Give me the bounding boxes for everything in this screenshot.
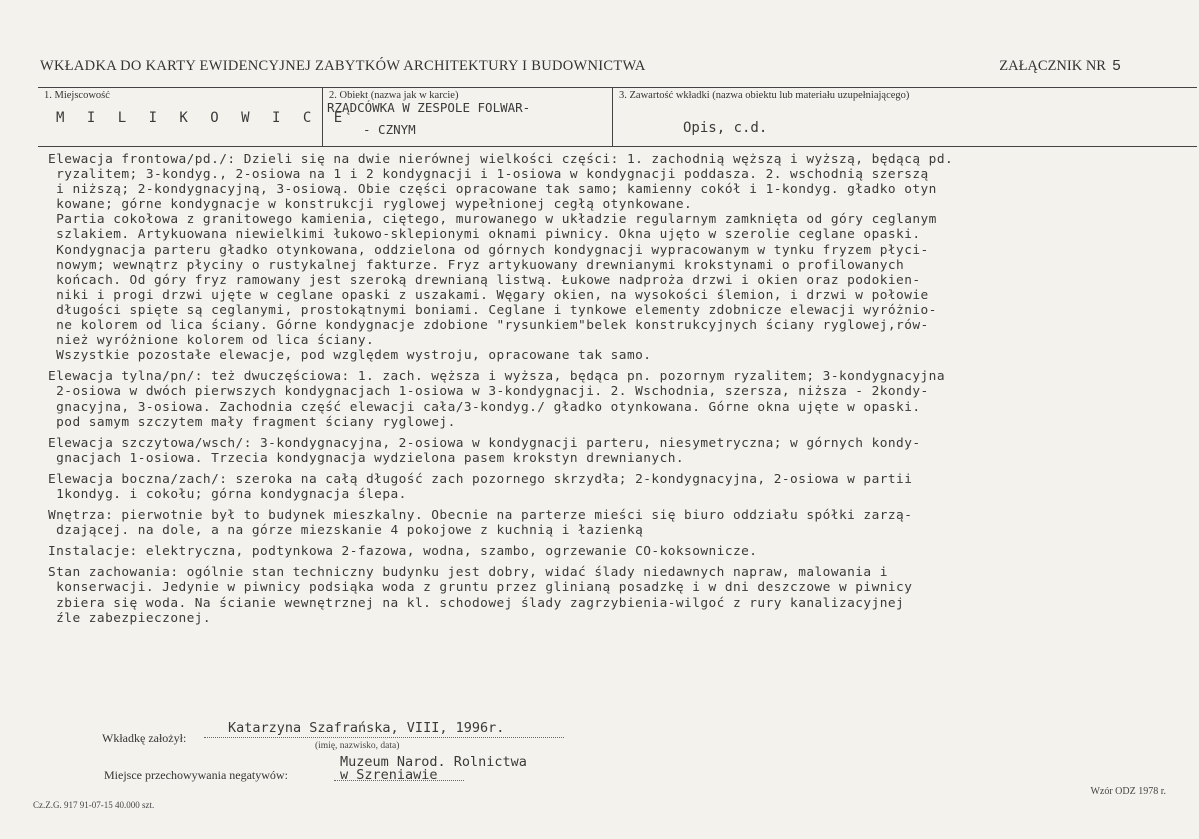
object-value-line1: RZĄDCÓWKA W ZESPOLE FOLWAR- — [327, 100, 531, 115]
description-body — [48, 152, 1188, 626]
negatives-label: Miejsce przechowywania negatywów: — [104, 768, 288, 782]
content-field — [612, 88, 1197, 146]
author-dotted-line — [204, 737, 564, 738]
content-value: Opis, c.d. — [683, 120, 768, 136]
negatives-dotted-line — [334, 780, 464, 781]
locality-field — [38, 88, 350, 146]
locality-value: M I L I K O W I C E — [56, 110, 350, 126]
content-label: 3. Zawartość wkładki (nazwa obiektu lub materiału uzupełniającego) — [619, 90, 910, 101]
paragraph-rear-elevation: Elewacja tylna/pn/: też dwuczęściowa: 1. zach. węższa i wyższa, będąca pn. pozornym ryzalitem; 3-kondygnacyjna 2-osiowa w dwóch pierwszych kondygnacjach 1-osiowa w 3-kondygnacji. 2. Wschodnia, szersza, niższa - 2kondy- gnacyjna, 3-osiowa. Zachodnia część elewacji cała/3-kondyg./ gładko otynkowana. Górne okna ujęte w opaski. pod samym szczytem mały fragment ściany ryglowej. — [48, 369, 945, 430]
annex-label — [999, 58, 1121, 75]
header-fields-table — [38, 87, 1197, 147]
annex-number: 5 — [1111, 58, 1121, 75]
negatives-line1: Muzeum Narod. Rolnictwa — [340, 754, 527, 770]
paragraph-installations: Instalacje: elektryczna, podtynkowa 2-fazowa, wodna, szambo, ogrzewanie CO-koksownicze. — [48, 544, 758, 560]
author-value: Katarzyna Szafrańska, VIII, 1996r. — [228, 720, 505, 736]
object-value-line2: - CZNYM — [363, 122, 416, 137]
print-info: Cz.Z.G. 917 91-07-15 40.000 szt. — [33, 800, 155, 810]
paragraph-gable-elevation: Elewacja szczytowa/wsch/: 3-kondygnacyjna, 2-osiowa w kondygnacji parteru, niesymetryczna; w górnych kondy- gnacjach 1-osiowa. Trzecia kondygnacja wydzielona pasem krokstyn drewnianych. — [48, 435, 921, 466]
object-label: 2. Obiekt (nazwa jak w karcie) — [329, 90, 459, 101]
negatives-line2: w Szreniawie — [340, 767, 438, 783]
paragraph-condition: Stan zachowania: ogólnie stan techniczny budynku jest dobry, widać ślady niedawnych napraw, malowania i konserwacji. Jedynie w piwnicy podsiąka woda z gruntu przez glinianą posadzkę i w dni deszczowe w piwnicy zbiera się woda. Na ścianie wewnętrznej na kl. schodowej ślady zagrzybienia-wilgoć z rury kanalizacyjnej źle zabezpieczonej. — [48, 565, 913, 626]
paragraph-side-elevation: Elewacja boczna/zach/: szeroka na całą długość zach pozornego skrzydła; 2-kondygnacyjna, 2-osiowa w partii 1kondyg. i cokołu; górna kondygnacja ślepa. — [48, 471, 913, 502]
author-caption: (imię, nazwisko, data) — [315, 741, 400, 751]
object-field — [322, 88, 609, 146]
author-label: Wkładkę założył: — [102, 731, 187, 745]
form-model: Wzór ODZ 1978 r. — [1090, 786, 1166, 797]
paragraph-front-elevation: Elewacja frontowa/pd./: Dzieli się na dwie nierównej wielkości części: 1. zachodnią węższą i wyższą, będącą pd. ryzalitem; 3-kondyg., 2-osiowa na 1 i 2 kondygnacji i 1-osiowa w kondygnacji poddasza. 2. wschodnią szerszą i niższą; 2-kondygnacyjną, 3-osiową. Obie części opracowane tak samo; kamienny cokół i 1-kondyg. gładko otyn kowane; górne kondygnacje w konstrukcji ryglowej wypełnionej cegłą otynkowane. Partia cokołowa z granitowego kamienia, ciętego, murowanego w układzie regularnym zamknięta od góry ceglanym szlakiem. Artykuowana niewielkimi łukowo-sklepionymi oknami piwnicy. Okna ujęto w szerolie ceglane opaski. Kondygnacja parteru gładko otynkowana, oddzielona od górnych kondygnacji wypracowanym w tynku fryzem płyci- nowym; wewnątrz płyciny o rustykalnej fakturze. Fryz artykuowany drewnianymi krokstynami o profilowanych końcach. Od góry fryz ramowany jest szeroką drewnianą listwą. Łukowe nadproża drzwi i okien oraz podokien- niki i progi drzwi ujęte w ceglane opaski z uszakami. Węgary okien, na wysokości ślemion, i drzwi w połowie długości spięte są ceglanymi, prostokątnymi boniami. Ceglane i tynkowe elementy zdobnicze elewacji wyróżnio- ne kolorem od lica ściany. Górne kondygnacje zdobione "rysunkiem"belek konstrukcyjnych ściany ryglowej,rów- nież wyróżnione kolorem od lica ściany. Wszystkie pozostałe elewacje, pod względem wystroju, opracowane tak samo. — [48, 152, 954, 364]
annex-label-text: ZAŁĄCZNIK NR — [999, 58, 1106, 74]
locality-label: 1. Miejscowość — [44, 90, 110, 101]
paragraph-interiors: Wnętrza: pierwotnie był to budynek mieszkalny. Obecnie na parterze mieści się biuro oddziału spółki zarzą- dzającej. na dole, a na górze miezskanie 4 pokojowe z kuchnią i łazienką — [48, 508, 913, 539]
form-title: WKŁADKA DO KARTY EWIDENCYJNEJ ZABYTKÓW ARCHITEKTURY I BUDOWNICTWA — [40, 58, 646, 74]
